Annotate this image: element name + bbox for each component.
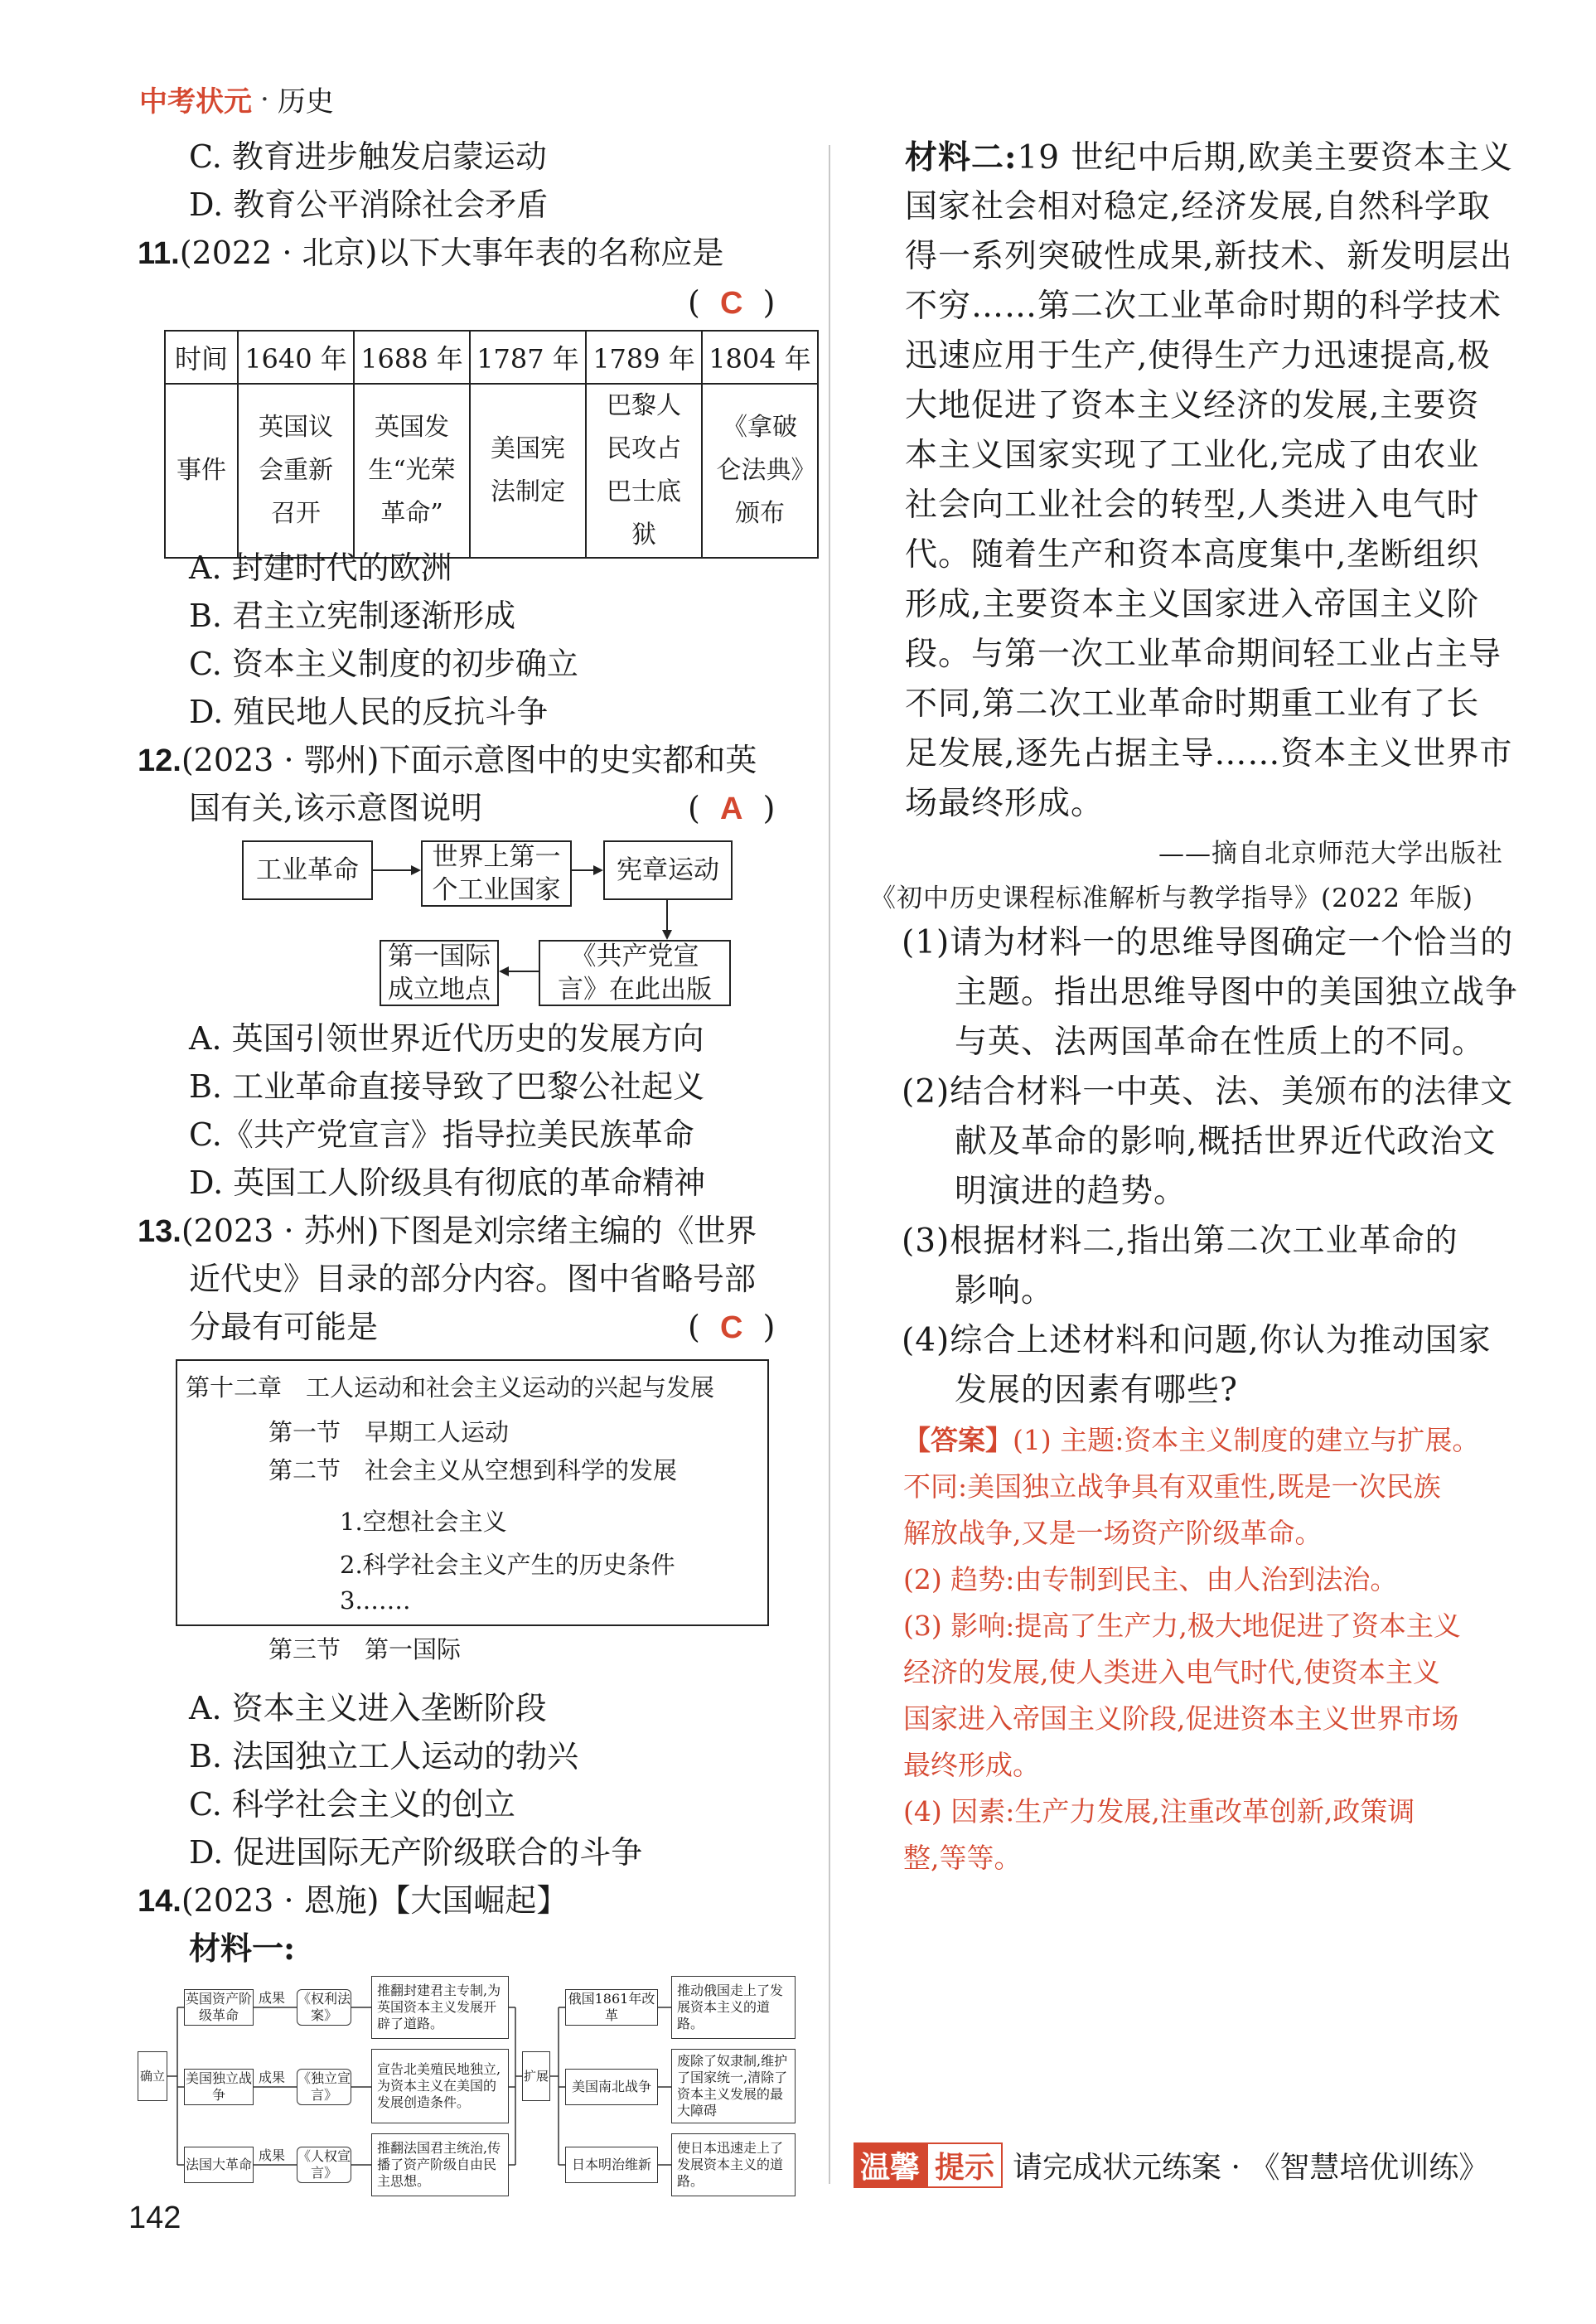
q12-option-b: B. 工业革命直接导致了巴黎公社起义 (189, 1068, 705, 1105)
question-2-line-3: 明演进的趋势。 (955, 1173, 1187, 1210)
q12-stem-line2: 国有关,该示意图说明 (189, 790, 483, 826)
mindmap-effect-civil-war: 废除了奴隶制,维护了国家统一,清除了资本主义发展的最大障碍 (671, 2049, 796, 2123)
material2-line: 大地促进了资本主义经济的发展,主要资 (905, 387, 1480, 424)
q12-number: 12. (138, 743, 181, 778)
q14-number: 14. (138, 1884, 181, 1919)
q14-text: (2023 · 恩施)【大国崛起】 (181, 1882, 568, 1919)
table-header-cell: 时间 (165, 331, 238, 384)
question-2-line-1: (2)结合材料一中英、法、美颁布的法律文 (902, 1073, 1514, 1111)
question-4-line-1: (4)综合上述材料和问题,你认为推动国家 (902, 1322, 1492, 1359)
mindmap-effect-france: 推翻法国君主统治,传播了资产阶级自由民主思想。 (371, 2133, 509, 2196)
mindmap-doc-bill-of-rights: 《权利法案》 (297, 1989, 351, 2026)
q13-number: 13. (138, 1214, 181, 1249)
table-row-label: 事件 (165, 384, 238, 558)
page-number: 142 (128, 2201, 181, 2235)
table-header-cell: 1640 年 (238, 331, 354, 384)
q11-option-d: D. 殖民地人民的反抗斗争 (189, 694, 549, 730)
mindmap-root: 确立 (138, 2051, 167, 2101)
mindmap-result-label: 成果 (259, 2070, 286, 2085)
mindmap-doc-rights-of-man: 《人权宣言》 (297, 2147, 351, 2183)
question-1-line-2: 主题。指出思维导图中的美国独立战争 (955, 974, 1519, 1011)
mindmap-event-meiji: 日本明治维新 (565, 2147, 658, 2183)
flow-box-first-international: 第一国际成立地点 (380, 940, 499, 1006)
answer-line: (4) 因素:生产力发展,注重改革创新,政策调 (903, 1795, 1415, 1828)
mindmap-effect-russia: 推动俄国走上了发展资本主义的道路。 (671, 1976, 796, 2039)
table-header-cell: 1804 年 (702, 331, 818, 384)
material2-line: 形成,主要资本主义国家进入帝国主义阶 (905, 586, 1480, 623)
brand-logo: 中考状元 (139, 86, 252, 118)
answer-line: 不同:美国独立战争具有双重性,既是一次民族 (903, 1470, 1441, 1503)
material1-label: 材料一: (189, 1929, 296, 1967)
q13-text-1: (2023 · 苏州)下图是刘宗绪主编的《世界 (181, 1213, 757, 1249)
toc-section-3: 第三节 第一国际 (268, 1635, 462, 1663)
material2-line-1 (905, 133, 1513, 183)
q13-option-b: B. 法国独立工人运动的勃兴 (189, 1738, 579, 1774)
question-3-line-1: (3)根据材料二,指出第二次工业革命的 (902, 1223, 1458, 1260)
material2-line: 不同,第二次工业革命时期重工业有了长 (905, 685, 1480, 723)
q13-option-d: D. 促进国际无产阶级联合的斗争 (189, 1834, 643, 1871)
mindmap-effect-england: 推翻封建君主专制,为英国资本主义发展开辟了道路。 (371, 1976, 509, 2039)
mindmap-event-america: 美国独立战争 (184, 2069, 254, 2105)
material2-line: 段。与第一次工业革命期间轻工业占主导 (905, 636, 1502, 673)
toc-item-2: 2.科学社会主义产生的历史条件 (340, 1551, 675, 1579)
material2-line: 代。随着生产和资本高度集中,垄断组织 (905, 536, 1480, 574)
toc-item-1: 1.空想社会主义 (340, 1508, 507, 1536)
question-1-line-1: (1)请为材料一的思维导图确定一个恰当的 (902, 924, 1514, 961)
source-line-1: ——摘自北京师范大学出版社 (1158, 839, 1503, 869)
q12-option-a: A. 英国引领世界近代历史的发展方向 (189, 1020, 704, 1057)
table-header-cell: 1787 年 (470, 331, 586, 384)
q12-text-1: (2023 · 鄂州)下面示意图中的史实都和英 (181, 742, 757, 778)
q13-answer-letter: C (719, 1310, 743, 1345)
header-dot: · (260, 82, 269, 116)
question-1-line-3: 与英、法两国革命在性质上的不同。 (955, 1024, 1486, 1061)
table-cell: 巴黎人民攻占巴士底狱 (586, 384, 702, 558)
answer-line: 国家进入帝国主义阶段,促进资本主义世界市场 (903, 1702, 1459, 1735)
q11-option-b: B. 君主立宪制逐渐形成 (189, 598, 516, 634)
material2-line: 社会向工业社会的转型,人类进入电气时 (905, 487, 1480, 524)
q11-option-c: C. 资本主义制度的初步确立 (189, 646, 578, 682)
mindmap-expand: 扩展 (522, 2051, 550, 2101)
material2-text: 19 世纪中后期,欧美主要资本主义 (1017, 139, 1513, 177)
answer-line: 整,等等。 (903, 1842, 1022, 1874)
mindmap-event-england: 英国资产阶级革命 (184, 1989, 254, 2026)
subject-title: 历史 (277, 85, 334, 119)
q12-option-c: C.《共产党宣言》指导拉美民族革命 (189, 1116, 694, 1153)
q12-option-d: D. 英国工人阶级具有彻底的革命精神 (189, 1164, 706, 1201)
mindmap-result-label: 成果 (259, 2147, 286, 2163)
material2-line: 国家社会相对稳定,经济发展,自然科学取 (905, 188, 1491, 225)
table-header-cell: 1688 年 (354, 331, 470, 384)
mindmap-effect-meiji: 使日本迅速走上了发展资本主义的道路。 (671, 2133, 796, 2196)
footer-tip (854, 2142, 1488, 2188)
q10-option-c: C. 教育进步触发启蒙运动 (189, 138, 547, 175)
q11-text: (2022 · 北京)以下大事年表的名称应是 (179, 235, 724, 271)
material2-line: 足发展,逐先占据主导……资本主义世界市 (905, 735, 1513, 772)
answer-line: (3) 影响:提高了生产力,极大地促进了资本主义 (903, 1610, 1461, 1642)
flow-box-first-industrial-nation: 世界上第一个工业国家 (421, 840, 572, 907)
tip-badge: 温馨 (854, 2142, 926, 2188)
q13-option-a: A. 资本主义进入垄断阶段 (189, 1690, 547, 1726)
question-4-line-2: 发展的因素有哪些? (955, 1372, 1238, 1409)
q11-option-a: A. 封建时代的欧洲 (189, 550, 452, 586)
q10-option-d: D. 教育公平消除社会矛盾 (189, 186, 549, 223)
q13-answer: ( C ) (688, 1309, 776, 1345)
answer-line: 解放战争,又是一场资产阶级革命。 (903, 1517, 1323, 1549)
answer-line: (2) 趋势:由专制到民主、由人治到法治。 (903, 1563, 1398, 1595)
flow-box-chartist-movement: 宪章运动 (603, 840, 733, 900)
table-cell: 《拿破仑法典》颁布 (702, 384, 818, 558)
material2-line: 不穷……第二次工业革命时期的科学技术 (905, 288, 1502, 325)
answer-tag: 【答案】 (903, 1424, 1013, 1456)
answer-line: 最终形成。 (903, 1749, 1040, 1781)
material2-line: 迅速应用于生产,使得生产力迅速提高,极 (905, 337, 1491, 375)
q13-stem-line2: 近代史》目录的部分内容。图中省略号部 (189, 1261, 757, 1297)
question-3-line-2: 影响。 (955, 1272, 1055, 1310)
q12-answer-letter: A (719, 792, 743, 826)
q11-answer: ( C ) (688, 284, 776, 321)
toc-item-3: 3.…… (340, 1586, 411, 1615)
table-cell: 美国宪法制定 (470, 384, 586, 558)
question-2-line-2: 献及革命的影响,概括世界近代政治文 (955, 1123, 1497, 1160)
toc-section-1: 第一节 早期工人运动 (268, 1418, 510, 1446)
q11-answer-letter: C (719, 286, 743, 321)
mindmap-event-civil-war: 美国南北战争 (565, 2069, 658, 2105)
toc-section-2: 第二节 社会主义从空想到科学的发展 (268, 1456, 678, 1484)
tip-text: 请完成状元练案 · 《智慧培优训练》 (1013, 2151, 1489, 2185)
q13-option-c: C. 科学社会主义的创立 (189, 1786, 515, 1823)
flow-box-industrial-revolution: 工业革命 (242, 840, 373, 900)
answer-text: (1) 主题:资本主义制度的建立与扩展。 (1013, 1424, 1480, 1456)
flow-box-communist-manifesto: 《共产党宣言》在此出版 (539, 940, 731, 1006)
mindmap-effect-america: 宣告北美殖民地独立,为资本主义在美国的发展创造条件。 (371, 2049, 509, 2123)
source-line-2: 《初中历史课程标准解析与教学指导》(2022 年版) (870, 884, 1473, 913)
material2-label: 材料二: (905, 138, 1018, 177)
mindmap-result-label: 成果 (259, 1990, 286, 2006)
material2-line: 本主义国家实现了工业化,完成了由农业 (905, 437, 1480, 474)
answer-line-1 (903, 1417, 1479, 1464)
mindmap-event-france: 法国大革命 (184, 2147, 254, 2183)
table-cell: 英国议会重新召开 (238, 384, 354, 558)
mindmap-doc-declaration-independence: 《独立宣言》 (297, 2069, 351, 2105)
material2-line: 场最终形成。 (905, 785, 1105, 822)
table-header-cell: 1789 年 (586, 331, 702, 384)
material2-line: 得一系列突破性成果,新技术、新发明层出 (905, 238, 1513, 275)
mindmap-event-russia: 俄国1861年改革 (565, 1989, 658, 2026)
q12-answer: ( A ) (688, 790, 776, 826)
toc-chapter: 第十二章 工人运动和社会主义运动的兴起与发展 (186, 1373, 715, 1402)
q11-number: 11. (138, 236, 180, 271)
answer-line: 经济的发展,使人类进入电气时代,使资本主义 (903, 1656, 1440, 1688)
table-cell: 英国发生“光荣革命” (354, 384, 470, 558)
q13-stem-line3: 分最有可能是 (189, 1309, 379, 1345)
tip-badge-label: 提示 (926, 2142, 1003, 2188)
